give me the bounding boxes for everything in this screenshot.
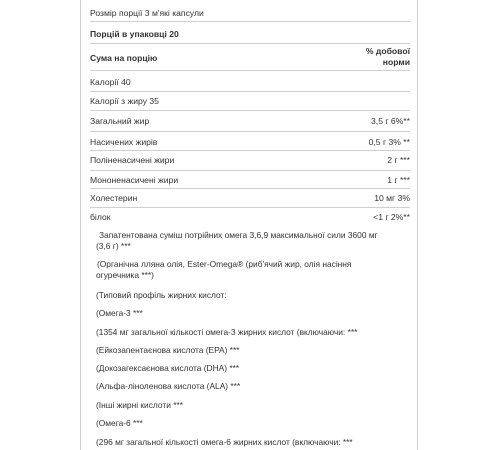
nutrient-value: 3,5 г 6%** xyxy=(371,116,410,126)
note-line: Запатентована суміш потрійних омега 3,6,9 максимальної сили 3600 мг xyxy=(99,230,378,240)
note-line: (Омега-3 *** xyxy=(96,308,143,318)
note-line: (3,6 г) *** xyxy=(96,241,131,251)
daily-value-header-line-1: % добової xyxy=(365,46,410,56)
note-line: (Ейкозапентаєнова кислота (EPA) *** xyxy=(96,345,240,355)
nutrient-label: Калорії 40 xyxy=(90,77,131,87)
table-header-row xyxy=(90,44,410,71)
table-row xyxy=(90,189,410,208)
note-line: (296 мг загальної кількості омега-6 жирних кислот (включаючи: *** xyxy=(96,437,353,447)
table-row xyxy=(90,92,410,111)
note-line: (Докозагексаєнова кислота (DHA) *** xyxy=(96,363,240,373)
serving-size-text: Розмір порції 3 м'які капсули xyxy=(90,8,204,18)
nutrient-value: 1 г *** xyxy=(387,175,410,185)
table-row xyxy=(90,151,410,171)
note-line: (Інші жирні кислоти *** xyxy=(96,400,184,410)
note-line: огуречника ***) xyxy=(96,270,154,280)
note-line: (1354 мг загальної кількості омега-3 жирних кислот (включаючи: *** xyxy=(96,327,358,337)
nutrient-value: 0,5 г 3% ** xyxy=(368,137,410,147)
note-line: (Омега-6 *** xyxy=(96,418,143,428)
nutrient-value: 2 г *** xyxy=(387,155,410,165)
supplement-facts-panel xyxy=(80,0,418,450)
nutrient-value: 10 мг 3% xyxy=(374,193,410,203)
nutrient-label: Калорії з жиру 35 xyxy=(90,96,159,106)
note-line: (Органічна лляна олія, Ester-Omega® (риб'ячий жир, олія насіння xyxy=(97,259,352,269)
servings-per-container-row xyxy=(90,25,410,44)
table-row xyxy=(90,73,410,92)
serving-size-row xyxy=(90,6,410,22)
nutrient-label: Поліненасичені жири xyxy=(90,155,175,165)
servings-per-container-text: Порцій в упаковці 20 xyxy=(90,29,179,39)
nutrient-label: Загальний жир xyxy=(90,116,150,126)
nutrient-label: Мононенасичені жири xyxy=(90,175,179,185)
note-line: (Альфа-ліноленова кислота (ALA) *** xyxy=(96,381,241,391)
daily-value-header xyxy=(366,46,410,68)
table-row xyxy=(90,132,410,151)
nutrient-label: Насичених жирів xyxy=(90,137,158,147)
amount-per-serving-header: Сума на порцію xyxy=(90,53,158,63)
nutrient-value: <1 г 2%** xyxy=(373,212,410,222)
note-line: (Типовий профіль жирних кислот: xyxy=(96,290,227,300)
table-row xyxy=(90,208,410,227)
nutrient-label: Холестерин xyxy=(90,193,138,203)
nutrient-label: білок xyxy=(90,212,111,222)
table-row xyxy=(90,171,410,189)
daily-value-header-line-2: норми xyxy=(382,57,410,67)
table-row xyxy=(90,111,410,132)
